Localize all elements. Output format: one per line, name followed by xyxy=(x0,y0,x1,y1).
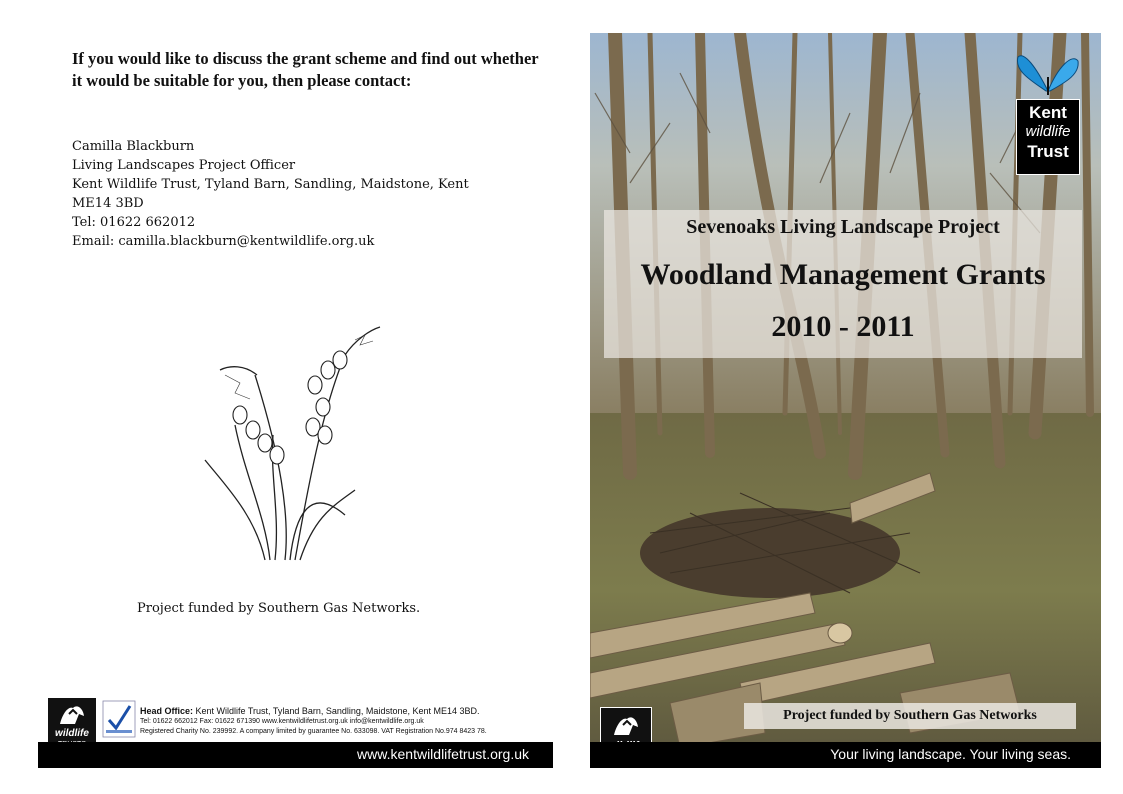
head-office-registration: Registered Charity No. 239992. A company limited by guarantee No. 633098. VAT Registration No.974 8423 78. xyxy=(140,728,487,735)
contact-block xyxy=(72,137,542,251)
logo-wildlife-text: wildlife xyxy=(1025,123,1071,140)
intro-text: If you would like to discuss the grant scheme and find out whether it would be suitable for you, then please contact: xyxy=(72,49,539,90)
footer xyxy=(38,698,553,768)
years-label: 2010 - 2011 xyxy=(771,310,915,343)
tagline-bar xyxy=(590,742,1101,768)
logo-trust-text: Trust xyxy=(1027,142,1069,161)
badger-icon xyxy=(57,702,87,728)
project-title: Sevenoaks Living Landscape Project xyxy=(686,216,1000,238)
contact-role: Living Landscapes Project Officer xyxy=(72,158,296,173)
contact-postcode: ME14 3BD xyxy=(72,196,144,211)
front-cover-panel xyxy=(590,33,1101,768)
head-office-info xyxy=(140,706,560,737)
head-office-address: Kent Wildlife Trust, Tyland Barn, Sandling, Maidstone, Kent ME14 3BD. xyxy=(193,706,480,716)
back-cover-panel xyxy=(0,0,560,794)
contact-email[interactable]: Email: camilla.blackburn@kentwildlife.org.uk xyxy=(72,234,375,249)
contact-name: Camilla Blackburn xyxy=(72,139,195,154)
contact-address: Kent Wildlife Trust, Tyland Barn, Sandling, Maidstone, Kent xyxy=(72,177,469,192)
kent-wildlife-trust-logo xyxy=(1016,47,1080,161)
title-box xyxy=(604,210,1082,358)
main-title: Woodland Management Grants xyxy=(640,258,1046,291)
contact-phone: Tel: 01622 662012 xyxy=(72,215,196,230)
kwt-wordmark xyxy=(1016,99,1080,175)
checkmark-badge-icon xyxy=(102,700,136,738)
funding-banner: Project funded by Southern Gas Networks xyxy=(744,703,1076,729)
tagline: Your living landscape. Your living seas. xyxy=(830,746,1071,762)
logo-wildlife-text: wildlife xyxy=(55,728,89,739)
website-link[interactable]: www.kentwildlifetrust.org.uk xyxy=(357,746,529,762)
website-bar xyxy=(38,742,553,768)
head-office-label: Head Office: xyxy=(140,706,194,716)
logo-kent-text: Kent xyxy=(1029,103,1067,122)
badger-icon xyxy=(611,713,641,739)
head-office-contact: Tel: 01622 662012 Fax: 01622 671390 www.kentwildlifetrust.org.uk info@kentwildlife.org.uk xyxy=(140,718,424,725)
butterfly-icon xyxy=(1016,47,1080,99)
funding-note: Project funded by Southern Gas Networks. xyxy=(137,601,421,616)
bluebell-illustration xyxy=(195,315,395,565)
